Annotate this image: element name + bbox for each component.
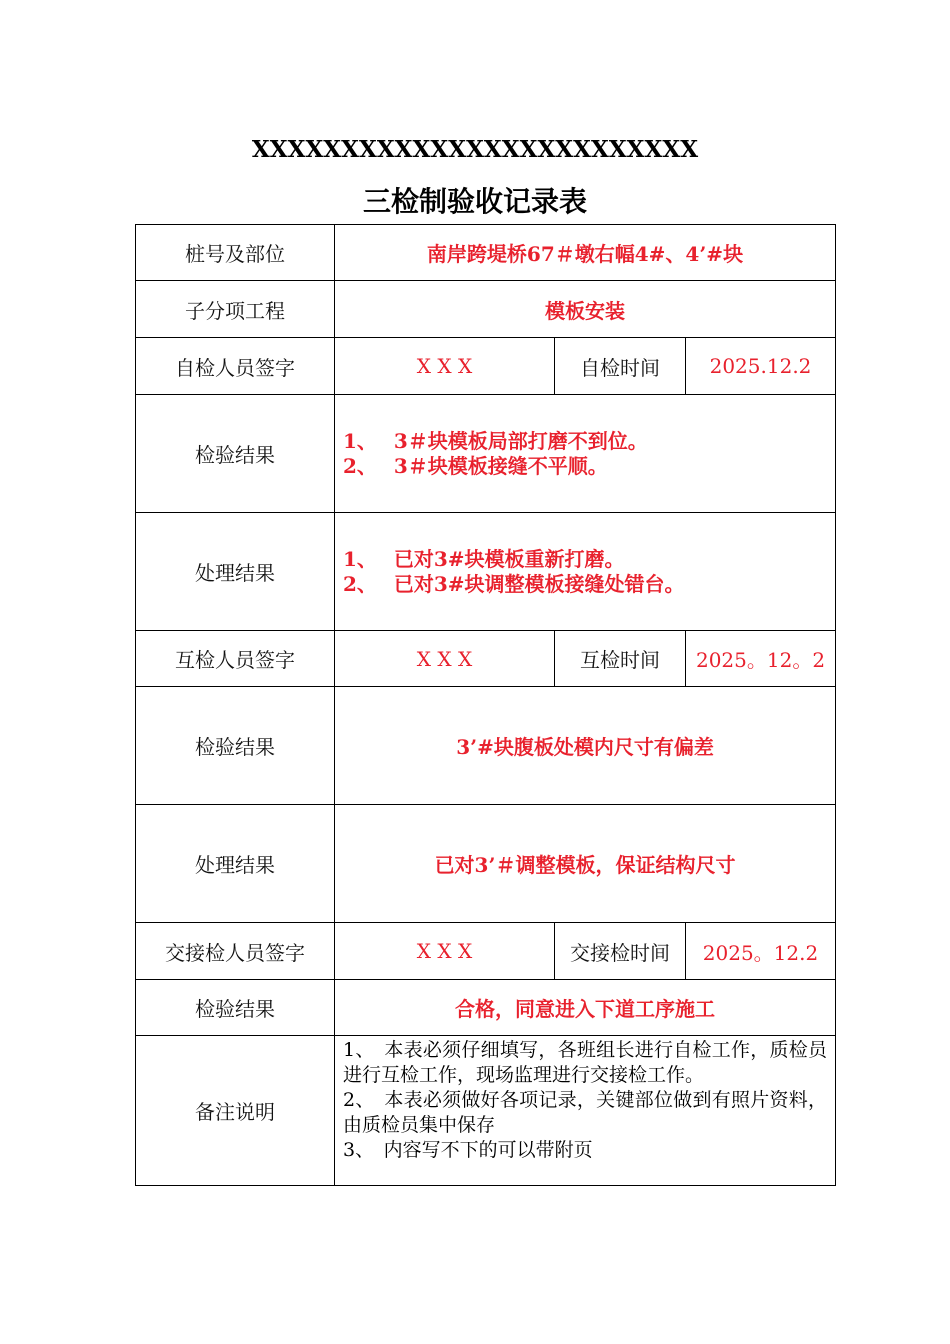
mutual-check-handling-value: 已对3’＃调整模板，保证结构尺寸 <box>335 805 836 923</box>
mutual-check-signer-value: X X X <box>335 631 555 687</box>
self-check-signer-value: X X X <box>335 338 555 395</box>
mutual-check-time-value: 2025。12。2 <box>686 631 836 687</box>
row-self-check-sign <box>136 338 836 395</box>
handover-check-signer-label: 交接检人员签字 <box>136 923 335 980</box>
pile-location-label: 桩号及部位 <box>136 225 335 281</box>
pile-location-value: 南岸跨堤桥67＃墩右幅4#、4’#块 <box>335 225 836 281</box>
row-handover-check-sign <box>136 923 836 980</box>
row-notes <box>136 1036 836 1186</box>
row-mutual-check-result <box>136 687 836 805</box>
handover-check-signer-value: X X X <box>335 923 555 980</box>
handover-check-result-value: 合格，同意进入下道工序施工 <box>335 980 836 1036</box>
subproject-value: 模板安装 <box>335 281 836 338</box>
row-self-check-result <box>136 395 836 513</box>
self-check-result-label: 检验结果 <box>136 395 335 513</box>
note-item: 2、 本表必须做好各项记录，关键部位做到有照片资料，由质检员集中保存 <box>343 1089 828 1136</box>
self-check-time-label: 自检时间 <box>555 338 686 395</box>
row-mutual-check-sign <box>136 631 836 687</box>
note-item: 3、 内容写不下的可以带附页 <box>343 1139 593 1161</box>
self-check-result-list <box>335 395 836 513</box>
row-mutual-check-handling <box>136 805 836 923</box>
handover-check-result-label: 检验结果 <box>136 980 335 1036</box>
mutual-check-result-value: 3’#块腹板处模内尺寸有偏差 <box>335 687 836 805</box>
notes-content <box>335 1036 836 1186</box>
list-item: 1、 3＃块模板局部打磨不到位。 <box>343 428 648 453</box>
mutual-check-time-label: 互检时间 <box>555 631 686 687</box>
list-item: 2、 3＃块模板接缝不平顺。 <box>343 453 608 478</box>
handover-check-time-label: 交接检时间 <box>555 923 686 980</box>
list-item: 2、 已对3#块调整模板接缝处错台。 <box>343 571 685 596</box>
subproject-label: 子分项工程 <box>136 281 335 338</box>
inspection-record-table <box>135 224 836 1186</box>
notes-label: 备注说明 <box>136 1036 335 1186</box>
mutual-check-signer-label: 互检人员签字 <box>136 631 335 687</box>
self-check-signer-label: 自检人员签字 <box>136 338 335 395</box>
row-subproject <box>136 281 836 338</box>
row-handover-check-result <box>136 980 836 1036</box>
document-title-code: XXXXXXXXXXXXXXXXXXXXXXXXX <box>251 136 699 163</box>
row-self-check-handling <box>136 513 836 631</box>
row-pile-location <box>136 225 836 281</box>
self-check-handling-list <box>335 513 836 631</box>
handover-check-time-value: 2025。12.2 <box>686 923 836 980</box>
self-check-time-value: 2025.12.2 <box>686 338 836 395</box>
mutual-check-result-label: 检验结果 <box>136 687 335 805</box>
note-item: 1、 本表必须仔细填写，各班组长进行自检工作，质检员进行互检工作，现场监理进行交接检工作。 <box>343 1039 828 1086</box>
mutual-check-handling-label: 处理结果 <box>136 805 335 923</box>
self-check-handling-label: 处理结果 <box>136 513 335 631</box>
document-title: 三检制验收记录表 <box>362 185 587 218</box>
list-item: 1、 已对3#块模板重新打磨。 <box>343 546 625 571</box>
